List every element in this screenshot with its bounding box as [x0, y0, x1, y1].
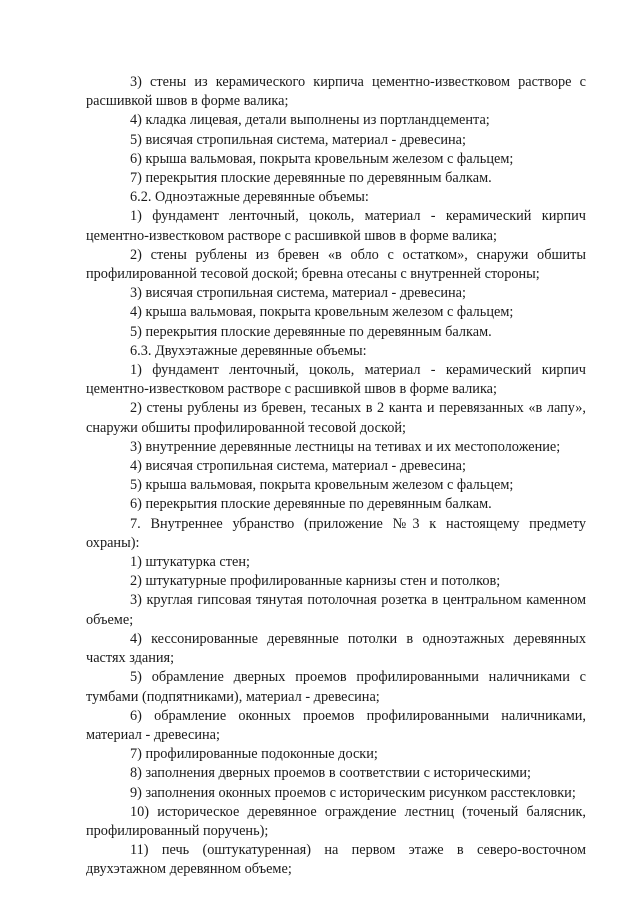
paragraph: 4) кладка лицевая, детали выполнены из портландцемента;: [130, 112, 490, 129]
paragraph: 5) висячая стропильная система, материал - древесина;: [130, 131, 466, 148]
paragraph: 5) обрамление дверных проемов профилированными наличниками с тумбами (подпятниками), материал - древесина;: [86, 669, 586, 705]
paragraph: 1) штукатурка стен;: [130, 554, 250, 571]
paragraph: 5) крыша вальмовая, покрыта кровельным железом с фальцем;: [130, 477, 514, 494]
paragraph: 9) заполнения оконных проемов с историческим рисунком расстекловки;: [130, 784, 576, 801]
paragraph: 2) стены рублены из бревен, тесаных в 2 канта и перевязанных «в лапу», снаружи обшиты профилированной тесовой доской;: [86, 400, 586, 436]
paragraph: 1) фундамент ленточный, цоколь, материал - керамический кирпич цементно-известковом растворе с расшивкой швов в форме валика;: [86, 362, 586, 398]
paragraph: 5) перекрытия плоские деревянные по деревянным балкам.: [130, 323, 492, 340]
paragraph: 4) крыша вальмовая, покрыта кровельным железом с фальцем;: [130, 304, 514, 321]
section-heading: 6.2. Одноэтажные деревянные объемы:: [130, 189, 369, 206]
paragraph: 8) заполнения дверных проемов в соответствии с историческими;: [130, 765, 531, 782]
section-heading: 6.3. Двухэтажные деревянные объемы:: [130, 342, 367, 359]
paragraph: 7) профилированные подоконные доски;: [130, 746, 378, 763]
paragraph: 6) перекрытия плоские деревянные по деревянным балкам.: [130, 496, 492, 513]
paragraph: 6) крыша вальмовая, покрыта кровельным железом с фальцем;: [130, 150, 514, 167]
section-heading: 7. Внутреннее убранство (приложение №3 к настоящему предмету охраны):: [86, 515, 586, 551]
paragraph: 1) фундамент ленточный, цоколь, материал - керамический кирпич цементно-известковом растворе с расшивкой швов в форме валика;: [86, 208, 586, 244]
paragraph: 3) круглая гипсовая тянутая потолочная розетка в центральном каменном объеме;: [86, 592, 586, 628]
paragraph: 7) перекрытия плоские деревянные по деревянным балкам.: [130, 170, 492, 187]
paragraph: 2) стены рублены из бревен «в обло с остатком», снаружи обшиты профилированной тесовой доской; бревна отесаны с внутренней стороны;: [86, 246, 586, 283]
paragraph: 3) внутренние деревянные лестницы на тетивах и их местоположение;: [130, 438, 561, 455]
paragraph: 4) кессонированные деревянные потолки в одноэтажных деревянных частях здания;: [86, 630, 586, 667]
paragraph: 6) обрамление оконных проемов профилированными наличниками, материал - древесина;: [86, 707, 586, 743]
document-page: [86, 73, 586, 880]
paragraph: 4) висячая стропильная система, материал - древесина;: [130, 458, 466, 475]
paragraph: 10) историческое деревянное ограждение лестниц (точеный балясник, профилированный поручень);: [86, 803, 586, 839]
paragraph: 11) печь (оштукатуренная) на первом этаже в северо-восточном двухэтажном деревянном объеме;: [86, 842, 586, 878]
paragraph: 3) висячая стропильная система, материал - древесина;: [130, 285, 466, 302]
paragraph: 2) штукатурные профилированные карнизы стен и потолков;: [130, 573, 501, 590]
paragraph: 3) стены из керамического кирпича цементно-известковом растворе с расшивкой швов в форме валика;: [86, 74, 586, 110]
